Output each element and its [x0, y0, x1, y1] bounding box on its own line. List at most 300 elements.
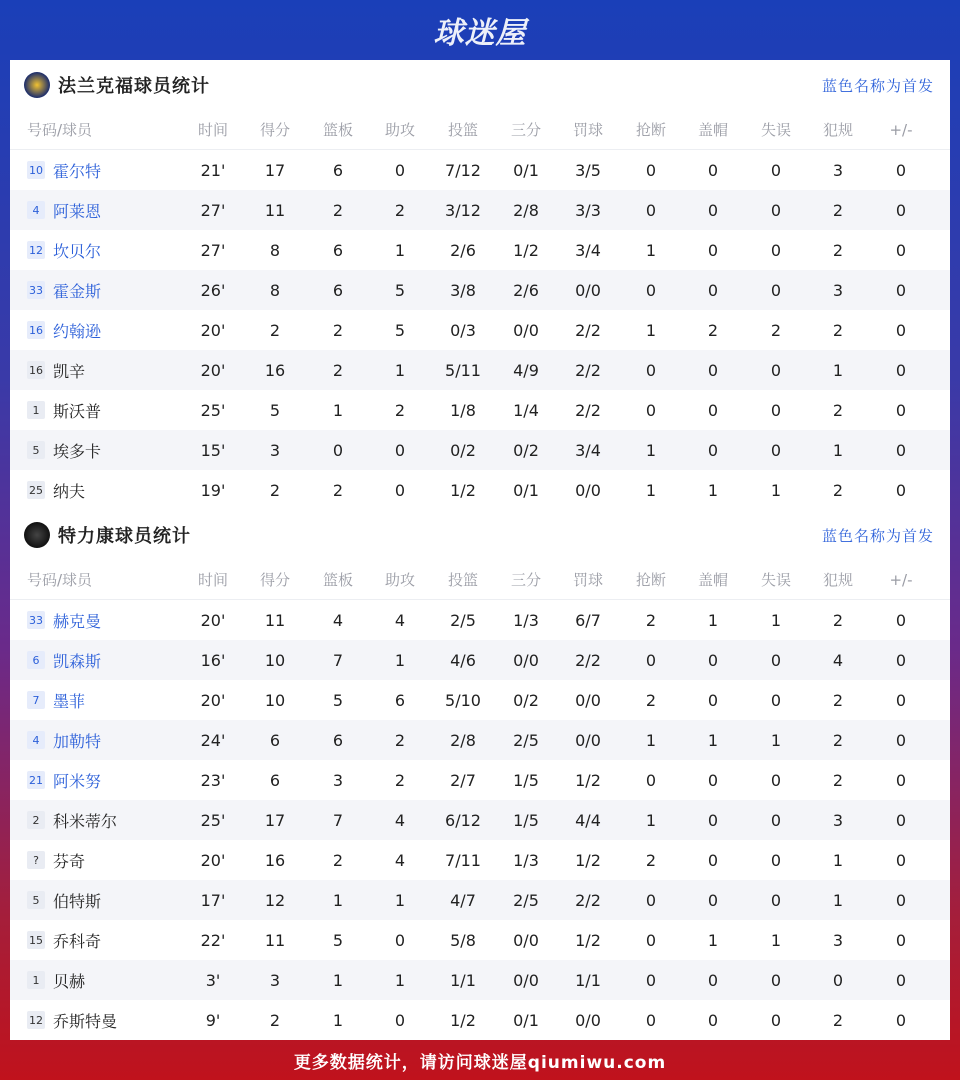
- stat-cell: 0: [394, 930, 406, 950]
- stat-cell: 2/8: [450, 730, 476, 750]
- stat-cell: 3: [832, 160, 844, 180]
- stat-cell: 1: [394, 240, 406, 260]
- player-row[interactable]: [10, 680, 950, 720]
- stat-cell: 2: [332, 480, 344, 500]
- stat-cell: 4: [394, 810, 406, 830]
- player-name-link[interactable]: 伯特斯: [53, 891, 102, 911]
- stat-cell: 3/4: [575, 440, 601, 460]
- stat-cell: 3/3: [575, 200, 601, 220]
- stat-cell: 5/11: [445, 360, 481, 380]
- player-cell[interactable]: [27, 159, 101, 182]
- column-header: +/-: [889, 570, 913, 589]
- jersey-number-badge: 1: [27, 401, 45, 419]
- stat-cell: 15': [200, 440, 226, 460]
- stat-cell: 1: [770, 730, 782, 750]
- stat-cell: 4/6: [450, 650, 476, 670]
- player-name-link[interactable]: 芬奇: [53, 851, 86, 871]
- column-header: 投篮: [447, 121, 478, 139]
- player-name-link[interactable]: 科米蒂尔: [53, 811, 118, 831]
- stat-cell: 0: [895, 440, 907, 460]
- stat-cell: 20': [200, 610, 226, 630]
- stat-cell: 0: [770, 440, 782, 460]
- column-header-row: [10, 560, 950, 600]
- stat-cell: 4/4: [575, 810, 601, 830]
- player-row[interactable]: [10, 150, 950, 190]
- player-row[interactable]: [10, 350, 950, 390]
- stat-cell: 8: [269, 240, 281, 260]
- stat-cell: 0: [770, 200, 782, 220]
- stat-cell: 0: [770, 770, 782, 790]
- player-name-link[interactable]: 霍尔特: [53, 161, 102, 181]
- stat-cell: 0: [707, 280, 719, 300]
- column-header: 时间: [197, 571, 228, 589]
- stat-cell: 0/0: [575, 1010, 601, 1030]
- player-row[interactable]: [10, 800, 950, 840]
- stat-cell: 16: [264, 850, 286, 870]
- stat-cell: 0/1: [513, 480, 539, 500]
- stat-cell: 0: [895, 970, 907, 990]
- stat-cell: 11: [264, 610, 286, 630]
- stat-cell: 0: [770, 160, 782, 180]
- player-name-link[interactable]: 赫克曼: [53, 611, 102, 631]
- player-cell[interactable]: [27, 199, 101, 222]
- player-name-link[interactable]: 乔斯特曼: [53, 1011, 118, 1031]
- stat-cell: 0/0: [575, 730, 601, 750]
- app-header: [0, 0, 960, 60]
- player-name-link[interactable]: 阿莱恩: [53, 201, 102, 221]
- stat-cell: 1/4: [513, 400, 539, 420]
- stat-cell: 0: [770, 890, 782, 910]
- stat-cell: 19': [200, 480, 226, 500]
- stat-cell: 0: [770, 360, 782, 380]
- stat-cell: 3: [832, 810, 844, 830]
- player-name-link[interactable]: 贝赫: [53, 971, 86, 991]
- stat-cell: 6: [269, 770, 281, 790]
- stat-cell: 17: [264, 160, 286, 180]
- stat-cell: 2: [394, 770, 406, 790]
- stat-cell: 4: [394, 850, 406, 870]
- stat-cell: 7/12: [445, 160, 481, 180]
- stat-cell: 0: [394, 440, 406, 460]
- player-row[interactable]: [10, 600, 950, 640]
- jersey-number-badge: 21: [27, 771, 45, 789]
- stat-cell: 0: [770, 280, 782, 300]
- stat-cell: 3: [832, 280, 844, 300]
- stat-cell: 1/2: [575, 850, 601, 870]
- stat-cell: 0: [645, 930, 657, 950]
- player-cell[interactable]: [27, 729, 101, 752]
- stat-cell: 0: [707, 1010, 719, 1030]
- stat-cell: 27': [200, 200, 226, 220]
- player-row[interactable]: [10, 720, 950, 760]
- stat-cell: 2: [269, 1010, 281, 1030]
- stat-cell: 0: [895, 480, 907, 500]
- stat-cell: 0: [770, 240, 782, 260]
- stat-cell: 17': [200, 890, 226, 910]
- stat-cell: 11: [264, 200, 286, 220]
- stat-cell: 0: [645, 360, 657, 380]
- stat-cell: 0: [770, 970, 782, 990]
- stat-cell: 2: [832, 240, 844, 260]
- stat-cell: 27': [200, 240, 226, 260]
- stat-cell: 2: [269, 320, 281, 340]
- stat-cell: 1/8: [450, 400, 476, 420]
- jersey-number-badge: 10: [27, 161, 45, 179]
- stat-cell: 0: [895, 280, 907, 300]
- player-cell[interactable]: [27, 929, 101, 952]
- player-row[interactable]: [10, 880, 950, 920]
- stat-cell: 0: [895, 810, 907, 830]
- jersey-number-badge: 5: [27, 891, 45, 909]
- player-name-link[interactable]: 斯沃普: [53, 401, 102, 421]
- stat-cell: 2: [832, 480, 844, 500]
- player-row[interactable]: [10, 1000, 950, 1040]
- column-header: 篮板: [322, 571, 353, 589]
- player-cell[interactable]: [27, 609, 101, 632]
- site-logo: 球迷屋: [433, 16, 527, 51]
- stat-cell: 0: [707, 160, 719, 180]
- stat-cell: 6/12: [445, 810, 481, 830]
- player-row[interactable]: [10, 270, 950, 310]
- player-name-link[interactable]: 坎贝尔: [53, 241, 102, 261]
- stat-cell: 4/7: [450, 890, 476, 910]
- starter-legend-note: 蓝色名称为首发: [821, 526, 934, 545]
- column-header: 投篮: [447, 571, 478, 589]
- stat-cell: 1/1: [450, 970, 476, 990]
- jersey-number-badge: 7: [27, 691, 45, 709]
- player-cell[interactable]: [27, 439, 101, 462]
- jersey-number-badge: 25: [27, 481, 45, 499]
- stat-cell: 1: [645, 240, 657, 260]
- stat-cell: 1: [770, 480, 782, 500]
- stat-cell: 0/2: [513, 690, 539, 710]
- stat-cell: 2/2: [575, 400, 601, 420]
- stat-cell: 21': [200, 160, 226, 180]
- jersey-number-badge: 16: [27, 321, 45, 339]
- stat-cell: 11: [264, 930, 286, 950]
- stat-cell: 9': [205, 1010, 221, 1030]
- stat-cell: 0: [895, 1010, 907, 1030]
- column-header: 抢断: [635, 121, 666, 139]
- player-row[interactable]: [10, 310, 950, 350]
- stat-cell: 0/0: [513, 650, 539, 670]
- player-row[interactable]: [10, 920, 950, 960]
- player-row[interactable]: [10, 760, 950, 800]
- stat-cell: 1/2: [450, 480, 476, 500]
- stat-cell: 2: [832, 320, 844, 340]
- player-cell[interactable]: [27, 809, 117, 832]
- stat-cell: 0: [645, 970, 657, 990]
- stat-cell: 1/3: [513, 850, 539, 870]
- player-name-link[interactable]: 霍金斯: [53, 281, 102, 301]
- stat-cell: 0/0: [575, 280, 601, 300]
- stat-cell: 0/2: [450, 440, 476, 460]
- player-cell[interactable]: [27, 1009, 117, 1032]
- stat-cell: 20': [200, 360, 226, 380]
- stat-cell: 4: [832, 650, 844, 670]
- stat-cell: 6: [269, 730, 281, 750]
- stat-cell: 1/5: [513, 810, 539, 830]
- stat-cell: 2: [770, 320, 782, 340]
- stat-cell: 1: [770, 930, 782, 950]
- column-header: 失误: [760, 571, 791, 589]
- stat-cell: 2: [394, 730, 406, 750]
- stat-cell: 0: [895, 690, 907, 710]
- team-title: 特力康球员统计: [58, 526, 191, 547]
- stat-cell: 1: [394, 970, 406, 990]
- stat-cell: 0/0: [575, 480, 601, 500]
- player-row[interactable]: [10, 190, 950, 230]
- player-cell[interactable]: [27, 479, 85, 502]
- player-row[interactable]: [10, 640, 950, 680]
- player-cell[interactable]: [27, 769, 101, 792]
- stat-cell: 2: [707, 320, 719, 340]
- stat-cell: 0/0: [513, 930, 539, 950]
- team-section-header: [10, 510, 950, 560]
- stat-cell: 16': [200, 650, 226, 670]
- stat-cell: 3: [832, 930, 844, 950]
- player-cell[interactable]: [27, 689, 85, 712]
- stat-cell: 0: [394, 1010, 406, 1030]
- stat-cell: 0: [707, 850, 719, 870]
- stat-cell: 2/6: [513, 280, 539, 300]
- player-row[interactable]: [10, 960, 950, 1000]
- stat-cell: 6: [332, 280, 344, 300]
- stat-cell: 2: [832, 1010, 844, 1030]
- player-name-link[interactable]: 阿米努: [53, 771, 102, 791]
- stat-cell: 1/1: [575, 970, 601, 990]
- stat-cell: 5: [394, 280, 406, 300]
- stat-cell: 25': [200, 400, 226, 420]
- stat-cell: 5: [394, 320, 406, 340]
- player-cell[interactable]: [27, 399, 101, 422]
- player-cell[interactable]: [27, 359, 85, 382]
- stat-cell: 1: [707, 730, 719, 750]
- column-header-player: 号码/球员: [27, 121, 93, 139]
- stat-cell: 2: [832, 690, 844, 710]
- stat-cell: 4: [394, 610, 406, 630]
- stat-cell: 0: [707, 240, 719, 260]
- player-row[interactable]: [10, 430, 950, 470]
- stat-cell: 1: [645, 320, 657, 340]
- stat-cell: 0: [707, 440, 719, 460]
- stat-cell: 0: [770, 400, 782, 420]
- jersey-number-badge: 4: [27, 201, 45, 219]
- stat-cell: 7: [332, 810, 344, 830]
- stat-cell: 0: [707, 200, 719, 220]
- stat-cell: 1: [332, 970, 344, 990]
- player-name-link[interactable]: 埃多卡: [53, 441, 102, 461]
- stat-cell: 20': [200, 320, 226, 340]
- player-cell[interactable]: [27, 649, 101, 672]
- stat-cell: 2: [645, 610, 657, 630]
- column-header: +/-: [889, 120, 913, 139]
- stat-cell: 1: [645, 810, 657, 830]
- player-cell[interactable]: [27, 969, 85, 992]
- column-header: 盖帽: [697, 571, 728, 589]
- player-name-link[interactable]: 乔科奇: [53, 931, 102, 951]
- stat-cell: 1: [770, 610, 782, 630]
- stat-cell: 20': [200, 850, 226, 870]
- stat-cell: 1: [832, 850, 844, 870]
- stat-cell: 1: [394, 360, 406, 380]
- stat-cell: 24': [200, 730, 226, 750]
- stat-cell: 7: [332, 650, 344, 670]
- starter-legend-note: 蓝色名称为首发: [821, 76, 934, 95]
- stat-cell: 0: [645, 400, 657, 420]
- stat-cell: 6/7: [575, 610, 601, 630]
- stat-cell: 22': [200, 930, 226, 950]
- column-header: 三分: [510, 571, 541, 589]
- player-name-link[interactable]: 墨菲: [53, 691, 86, 711]
- stat-cell: 4: [332, 610, 344, 630]
- stat-cell: 5: [332, 930, 344, 950]
- player-name-link[interactable]: 凯森斯: [53, 651, 102, 671]
- jersey-number-badge: 5: [27, 441, 45, 459]
- stat-cell: 3': [205, 970, 221, 990]
- stat-cell: 1: [645, 480, 657, 500]
- stat-cell: 0: [832, 970, 844, 990]
- stat-cell: 2/6: [450, 240, 476, 260]
- jersey-number-badge: 33: [27, 611, 45, 629]
- player-name-link[interactable]: 加勒特: [53, 731, 102, 751]
- stat-cell: 0: [895, 360, 907, 380]
- stat-cell: 0: [895, 610, 907, 630]
- stat-cell: 6: [394, 690, 406, 710]
- stat-cell: 0: [645, 770, 657, 790]
- jersey-number-badge: 33: [27, 281, 45, 299]
- player-cell[interactable]: [27, 319, 101, 342]
- player-row[interactable]: [10, 230, 950, 270]
- player-name-link[interactable]: 约翰逊: [53, 321, 102, 341]
- stat-cell: 3/12: [445, 200, 481, 220]
- stat-cell: 2: [332, 320, 344, 340]
- stat-cell: 5: [269, 400, 281, 420]
- team-logo-icon: [24, 522, 50, 548]
- stat-cell: 1: [645, 730, 657, 750]
- footer-banner[interactable]: [0, 1040, 960, 1080]
- stat-cell: 25': [200, 810, 226, 830]
- stat-cell: 2: [832, 200, 844, 220]
- jersey-number-badge: 12: [27, 241, 45, 259]
- stat-cell: 0: [895, 160, 907, 180]
- player-row[interactable]: [10, 840, 950, 880]
- footer-text[interactable]: 更多数据统计，请访问球迷屋qiumiwu.com: [293, 1052, 667, 1073]
- player-row[interactable]: [10, 470, 950, 510]
- column-header: 得分: [259, 121, 290, 139]
- team-section-header: [10, 60, 950, 110]
- stat-cell: 2/5: [513, 730, 539, 750]
- jersey-number-badge: ?: [27, 851, 45, 869]
- stat-cell: 1: [832, 890, 844, 910]
- stat-cell: 2: [394, 200, 406, 220]
- stat-cell: 0: [770, 850, 782, 870]
- stat-cell: 0/0: [575, 690, 601, 710]
- stat-cell: 0: [895, 240, 907, 260]
- player-row[interactable]: [10, 390, 950, 430]
- stat-cell: 0: [707, 690, 719, 710]
- stat-cell: 2: [832, 400, 844, 420]
- column-header: 助攻: [384, 571, 415, 589]
- stat-cell: 2/2: [575, 360, 601, 380]
- jersey-number-badge: 15: [27, 931, 45, 949]
- stat-cell: 0: [707, 770, 719, 790]
- stat-cell: 0/1: [513, 160, 539, 180]
- stat-cell: 0: [332, 440, 344, 460]
- stat-cell: 1/2: [575, 770, 601, 790]
- stat-cell: 2: [832, 770, 844, 790]
- stat-cell: 0: [645, 200, 657, 220]
- stat-cell: 0: [895, 320, 907, 340]
- column-header: 时间: [197, 121, 228, 139]
- player-cell[interactable]: [27, 849, 85, 872]
- player-name-link[interactable]: 凯辛: [53, 361, 86, 381]
- column-header-row: [10, 110, 950, 150]
- column-header: 犯规: [822, 121, 853, 139]
- stat-cell: 2: [269, 480, 281, 500]
- stat-cell: 0/0: [513, 320, 539, 340]
- stat-cell: 8: [269, 280, 281, 300]
- jersey-number-badge: 2: [27, 811, 45, 829]
- stat-cell: 0: [645, 160, 657, 180]
- stat-cell: 2: [332, 200, 344, 220]
- stat-cell: 1: [332, 400, 344, 420]
- column-header: 抢断: [635, 571, 666, 589]
- stat-cell: 0: [895, 890, 907, 910]
- stat-cell: 1: [394, 890, 406, 910]
- stat-cell: 0: [645, 890, 657, 910]
- stat-cell: 0: [770, 1010, 782, 1030]
- stat-cell: 0: [895, 770, 907, 790]
- stat-cell: 6: [332, 730, 344, 750]
- column-header: 助攻: [384, 121, 415, 139]
- column-header-player: 号码/球员: [27, 571, 93, 589]
- stat-cell: 4/9: [513, 360, 539, 380]
- stat-cell: 3: [269, 440, 281, 460]
- jersey-number-badge: 6: [27, 651, 45, 669]
- stat-cell: 1: [707, 930, 719, 950]
- stat-cell: 2: [332, 850, 344, 870]
- stat-cell: 6: [332, 240, 344, 260]
- jersey-number-badge: 16: [27, 361, 45, 379]
- stat-cell: 2/2: [575, 320, 601, 340]
- stat-cell: 1: [394, 650, 406, 670]
- player-cell[interactable]: [27, 239, 101, 262]
- stat-cell: 26': [200, 280, 226, 300]
- stat-cell: 7/11: [445, 850, 481, 870]
- player-cell[interactable]: [27, 889, 101, 912]
- stat-cell: 3: [332, 770, 344, 790]
- stat-cell: 12: [264, 890, 286, 910]
- stat-cell: 1: [332, 890, 344, 910]
- stat-cell: 2: [645, 850, 657, 870]
- stat-cell: 20': [200, 690, 226, 710]
- stat-cell: 1/3: [513, 610, 539, 630]
- stat-cell: 5/10: [445, 690, 481, 710]
- stat-cell: 0: [707, 970, 719, 990]
- stat-cell: 1: [645, 440, 657, 460]
- stat-cell: 0: [895, 850, 907, 870]
- stat-cell: 2: [332, 360, 344, 380]
- column-header: 罚球: [572, 121, 603, 139]
- player-cell[interactable]: [27, 279, 101, 302]
- player-name-link[interactable]: 纳夫: [53, 481, 86, 501]
- stat-cell: 2: [832, 730, 844, 750]
- stat-cell: 5/8: [450, 930, 476, 950]
- stat-cell: 3: [269, 970, 281, 990]
- column-header: 犯规: [822, 571, 853, 589]
- stat-cell: 2: [394, 400, 406, 420]
